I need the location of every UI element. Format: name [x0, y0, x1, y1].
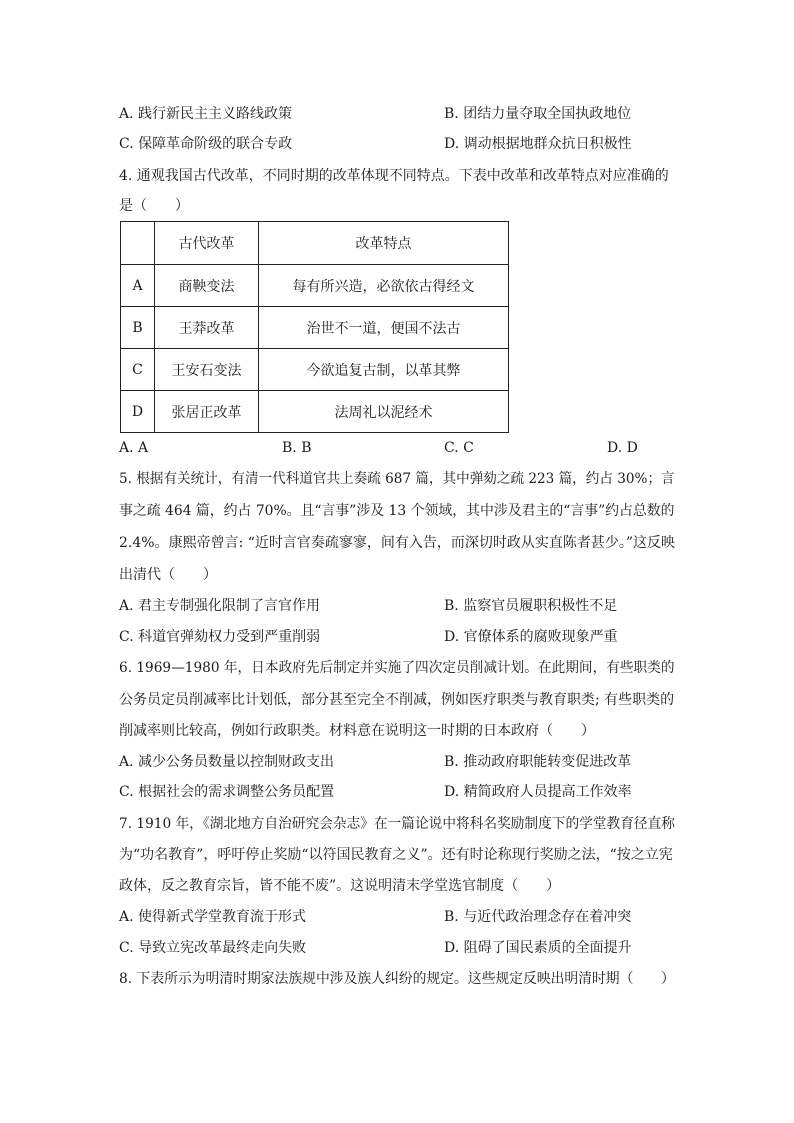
- q3-option-c: C. 保障革命阶级的联合专政: [119, 136, 293, 152]
- table-row: [121, 391, 509, 433]
- q8-stem-line1: 8. 下表所示为明清时期家法族规中涉及族人纠纷的规定。这些规定反映出明清时期（ ）: [119, 971, 675, 987]
- table-cell-feature: 每有所兴造，必欲依古得经文: [259, 265, 509, 307]
- table-header-row: [121, 222, 509, 265]
- q6-option-c: C. 根据社会的需求调整公务员配置: [119, 784, 335, 800]
- table-cell-reform: 商鞅变法: [155, 265, 259, 307]
- q7-option-d: D. 阻碍了国民素质的全面提升: [444, 940, 632, 956]
- table-header-cell: 改革特点: [259, 222, 509, 265]
- q7-option-b: B. 与近代政治理念存在着冲突: [444, 909, 632, 925]
- table-cell-reform: 王莽改革: [155, 307, 259, 349]
- q6-option-d: D. 精简政府人员提高工作效率: [444, 784, 632, 800]
- table-cell-label: D: [121, 391, 155, 433]
- q5-option-c: C. 科道官弹劾权力受到严重削弱: [119, 629, 321, 645]
- table-cell-label: C: [121, 349, 155, 391]
- table-cell-feature: 治世不一道，便国不法古: [259, 307, 509, 349]
- q5-option-d: D. 官僚体系的腐败现象严重: [444, 629, 618, 645]
- q5-stem-line4: 出清代（ ）: [119, 567, 217, 583]
- q4-answer-a: A. A: [119, 440, 149, 456]
- q4-answer-b: B. B: [282, 440, 312, 456]
- q7-stem-line1: 7. 1910 年，《湖北地方自治研究会杂志》在一篇论说中将科名奖励制度下的学堂教育径直称: [119, 816, 675, 832]
- q7-option-a: A. 使得新式学堂教育流于形式: [119, 909, 307, 925]
- q4-answer-c: C. C: [444, 440, 474, 456]
- q6-option-b: B. 推动政府职能转变促进改革: [444, 754, 632, 770]
- q6-stem-line3: 削减率则比较高，例如行政职类。材料意在说明这一时期的日本政府（ ）: [119, 723, 595, 739]
- q5-option-b: B. 监察官员履职积极性不足: [444, 598, 618, 614]
- table-header-cell: 古代改革: [155, 222, 259, 265]
- q3-option-a: A. 践行新民主主义路线政策: [119, 106, 293, 122]
- table-row: [121, 349, 509, 391]
- q4-stem-line1: 4. 通观我国古代改革，不同时期的改革体现不同特点。下表中改革和改革特点对应准确的: [119, 168, 669, 184]
- q7-stem-line3: 政体，反之教育宗旨，皆不能不废”。这说明清末学堂选官制度（ ）: [119, 878, 561, 894]
- q4-answer-d: D. D: [607, 440, 638, 456]
- q3-option-d: D. 调动根据地群众抗日积极性: [444, 136, 632, 152]
- reform-table: [120, 221, 509, 433]
- q5-option-a: A. 君主专制强化限制了言官作用: [119, 598, 321, 614]
- q5-stem-line3: 2.4%。康熙帝曾言: “近时言官奏疏寥寥，间有入告，而深切时政从实直陈者甚少。”这反映: [119, 535, 676, 551]
- table-row: [121, 307, 509, 349]
- table-cell-label: B: [121, 307, 155, 349]
- table-cell-label: A: [121, 265, 155, 307]
- q4-stem-line2: 是（ ）: [119, 198, 189, 214]
- q6-stem-line2: 公务员定员削减率比计划低，部分甚至完全不削减，例如医疗职类与教育职类; 有些职类的: [119, 692, 675, 708]
- table-cell-reform: 王安石变法: [155, 349, 259, 391]
- q7-option-c: C. 导致立宪改革最终走向失败: [119, 940, 307, 956]
- table-row: [121, 265, 509, 307]
- q7-stem-line2: 为“功名教育”，呼吁停止奖励“以符国民教育之义”。还有时论称现行奖励之法，“按之立宪: [119, 847, 673, 863]
- q6-stem-line1: 6. 1969—1980 年，日本政府先后制定并实施了四次定员削减计划。在此期间，有些职类的: [119, 660, 675, 676]
- q3-option-b: B. 团结力量夺取全国执政地位: [444, 106, 632, 122]
- q5-stem-line2: 事之疏 464 篇，约占 70%。且“言事”涉及 13 个领域，其中涉及君主的“言事”约占总数的: [119, 503, 675, 519]
- table-header-cell: [121, 222, 155, 265]
- q6-option-a: A. 减少公务员数量以控制财政支出: [119, 754, 335, 770]
- table-cell-reform: 张居正改革: [155, 391, 259, 433]
- table-cell-feature: 今欲追复古制，以革其弊: [259, 349, 509, 391]
- q5-stem-line1: 5. 根据有关统计，有清一代科道官共上奏疏 687 篇，其中弹劾之疏 223 篇，约占 30%；言: [119, 471, 675, 487]
- table-cell-feature: 法周礼以泥经术: [259, 391, 509, 433]
